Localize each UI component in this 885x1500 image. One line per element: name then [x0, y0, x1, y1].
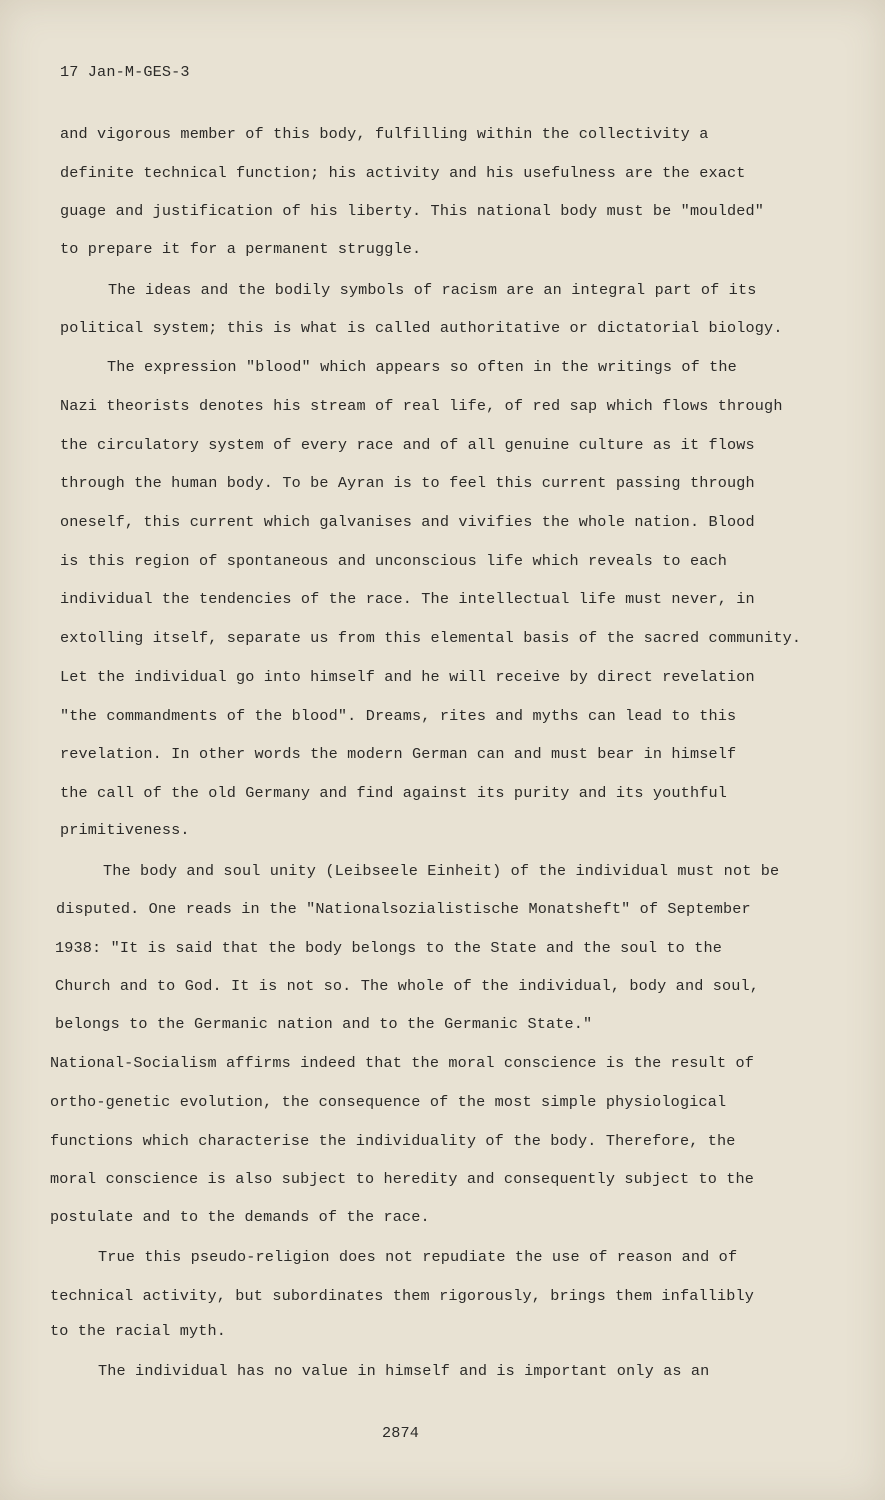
text-line: individual the tendencies of the race. The intellectual life must never, in [60, 590, 755, 608]
text-line: "the commandments of the blood". Dreams, rites and myths can lead to this [60, 707, 737, 725]
text-line: The ideas and the bodily symbols of racism are an integral part of its [108, 281, 757, 299]
text-line: disputed. One reads in the "Nationalsozialistische Monatsheft" of September [56, 900, 751, 918]
text-line: definite technical function; his activity and his usefulness are the exact [60, 164, 746, 182]
text-line: through the human body. To be Ayran is to feel this current passing through [60, 474, 755, 492]
page-number: 2874 [382, 1424, 420, 1442]
text-line: political system; this is what is called authoritative or dictatorial biology. [60, 319, 783, 337]
text-line: primitiveness. [60, 821, 190, 839]
text-line: postulate and to the demands of the race. [50, 1208, 430, 1226]
text-line: to prepare it for a permanent struggle. [60, 240, 422, 258]
text-line: Church and to God. It is not so. The whole of the individual, body and soul, [55, 977, 760, 995]
text-line: guage and justification of his liberty. This national body must be "moulded" [60, 202, 765, 220]
text-line: technical activity, but subordinates them rigorously, brings them infallibly [50, 1287, 755, 1305]
document-header: 17 Jan-M-GES-3 [60, 63, 190, 81]
text-line: Let the individual go into himself and he will receive by direct revelation [60, 668, 755, 686]
text-line: functions which characterise the individuality of the body. Therefore, the [50, 1132, 736, 1150]
text-line: True this pseudo-religion does not repudiate the use of reason and of [98, 1248, 738, 1266]
text-line: revelation. In other words the modern German can and must bear in himself [60, 745, 737, 763]
text-line: the circulatory system of every race and of all genuine culture as it flows [60, 436, 755, 454]
text-line: to the racial myth. [50, 1322, 227, 1340]
text-line: 1938: "It is said that the body belongs to the State and the soul to the [55, 939, 723, 957]
text-line: moral conscience is also subject to heredity and consequently subject to the [50, 1170, 755, 1188]
text-line: Nazi theorists denotes his stream of real life, of red sap which flows through [60, 397, 783, 415]
text-line: belongs to the Germanic nation and to the Germanic State." [55, 1015, 593, 1033]
text-line: the call of the old Germany and find against its purity and its youthful [60, 784, 728, 802]
text-line: The individual has no value in himself and is important only as an [98, 1362, 710, 1380]
text-line: and vigorous member of this body, fulfilling within the collectivity a [60, 125, 709, 143]
text-line: oneself, this current which galvanises and vivifies the whole nation. Blood [60, 513, 755, 531]
text-line: extolling itself, separate us from this elemental basis of the sacred community. [60, 629, 802, 647]
text-line: National-Socialism affirms indeed that the moral conscience is the result of [50, 1054, 755, 1072]
text-line: The body and soul unity (Leibseele Einheit) of the individual must not be [103, 862, 780, 880]
text-line: ortho-genetic evolution, the consequence of the most simple physiological [50, 1093, 727, 1111]
text-line: The expression "blood" which appears so often in the writings of the [107, 358, 737, 376]
text-line: is this region of spontaneous and unconscious life which reveals to each [60, 552, 728, 570]
